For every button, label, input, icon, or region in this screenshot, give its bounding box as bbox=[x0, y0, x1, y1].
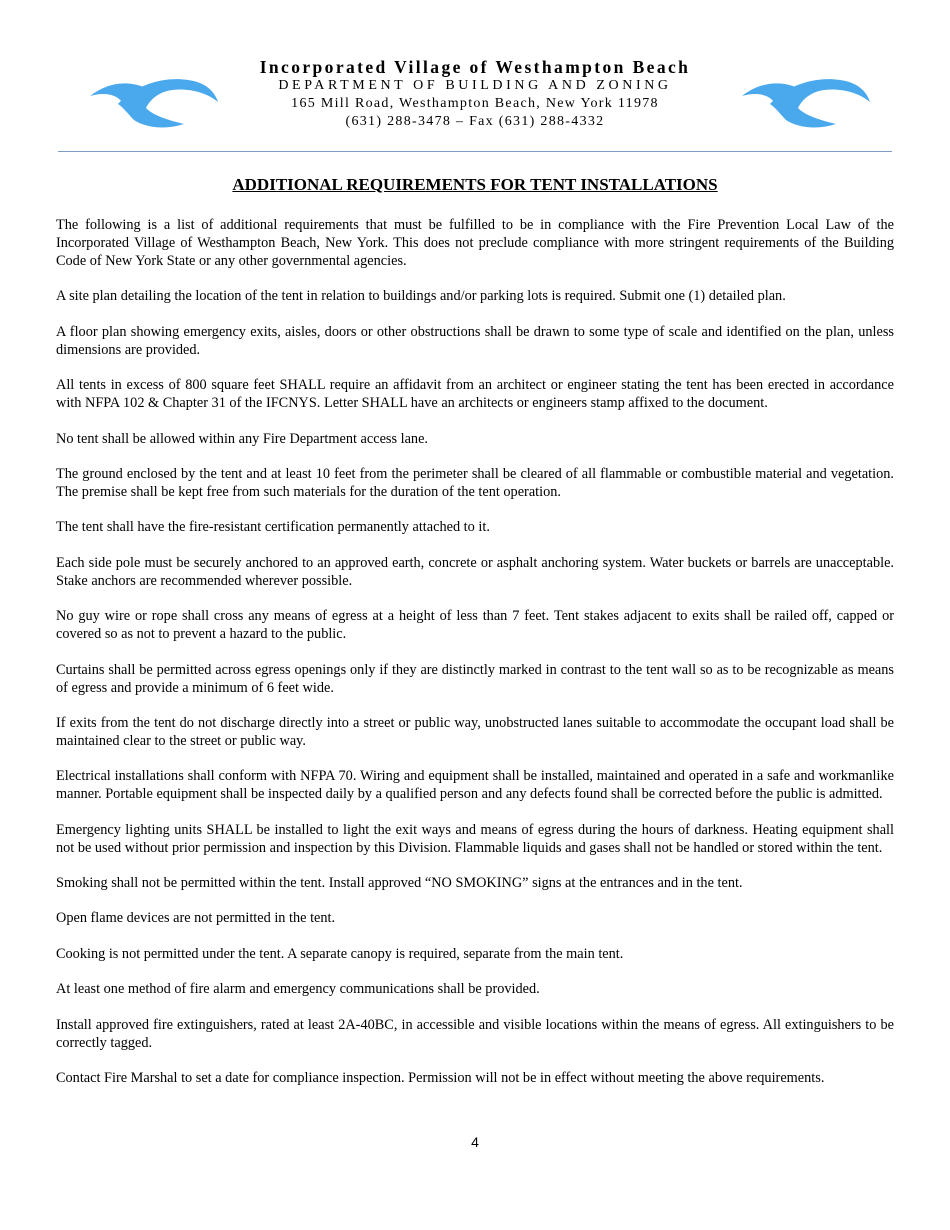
letterhead bbox=[0, 0, 950, 160]
letterhead-text bbox=[200, 57, 750, 131]
paragraph: Emergency lighting units SHALL be installed to light the exit ways and means of egress during the hours of darkness. Heating equipment shall not be used without prior permission and inspection by this Division. Flammable liquids and gases shall not be handled or stored within the tent. bbox=[56, 821, 894, 856]
address: 165 Mill Road, Westhampton Beach, New York 11978 bbox=[291, 96, 659, 111]
requirements-body bbox=[56, 216, 894, 1104]
paragraph: The ground enclosed by the tent and at least 10 feet from the perimeter shall be cleared of all flammable or combustible material and vegetation. The premise shall be kept free from such materials for the duration of the tent operation. bbox=[56, 465, 894, 500]
page-number: 4 bbox=[471, 1134, 479, 1150]
paragraph: No tent shall be allowed within any Fire Department access lane. bbox=[56, 430, 428, 447]
paragraph: At least one method of fire alarm and emergency communications shall be provided. bbox=[56, 981, 540, 998]
phone-fax: (631) 288-3478 – Fax (631) 288-4332 bbox=[345, 114, 605, 129]
paragraph: Smoking shall not be permitted within the tent. Install approved “NO SMOKING” signs at the entrances and in the tent. bbox=[56, 875, 743, 892]
bird-logo-icon bbox=[740, 72, 872, 130]
department-name: DEPARTMENT OF BUILDING AND ZONING bbox=[278, 78, 672, 93]
paragraph: The tent shall have the fire-resistant certification permanently attached to it. bbox=[56, 519, 490, 536]
paragraph: A site plan detailing the location of the tent in relation to buildings and/or parking lots is required. Submit one (1) detailed plan. bbox=[56, 288, 786, 305]
document-title: ADDITIONAL REQUIREMENTS FOR TENT INSTALLATIONS bbox=[232, 175, 718, 194]
paragraph: Open flame devices are not permitted in the tent. bbox=[56, 910, 336, 927]
paragraph: Install approved fire extinguishers, rated at least 2A-40BC, in accessible and visible locations within the means of egress. All extinguishers to be correctly tagged. bbox=[56, 1016, 894, 1051]
paragraph: A floor plan showing emergency exits, aisles, doors or other obstructions shall be drawn to some type of scale and identified on the plan, unless dimensions are provided. bbox=[56, 323, 894, 358]
paragraph: If exits from the tent do not discharge directly into a street or public way, unobstructed lanes suitable to accommodate the occupant load shall be maintained clear to the street or public way. bbox=[56, 714, 894, 749]
letterhead-divider bbox=[58, 151, 892, 152]
paragraph: Contact Fire Marshal to set a date for compliance inspection. Permission will not be in effect without meeting the above requirements. bbox=[56, 1070, 825, 1087]
paragraph: Each side pole must be securely anchored to an approved earth, concrete or asphalt anchoring system. Water buckets or barrels are unacceptable. Stake anchors are recommended wherever possible. bbox=[56, 554, 894, 589]
paragraph: Electrical installations shall conform with NFPA 70. Wiring and equipment shall be installed, maintained and operated in a safe and workmanlike manner. Portable equipment shall be inspected daily by a qualified person and any defects found shall be corrected before the public is admitted. bbox=[56, 768, 894, 803]
paragraph: Cooking is not permitted under the tent. A separate canopy is required, separate from the main tent. bbox=[56, 945, 624, 962]
village-name: Incorporated Village of Westhampton Beach bbox=[259, 57, 691, 77]
paragraph: No guy wire or rope shall cross any means of egress at a height of less than 7 feet. Tent stakes adjacent to exits shall be railed off, capped or covered so as not to prevent a hazard to the public. bbox=[56, 608, 894, 643]
paragraph: All tents in excess of 800 square feet SHALL require an affidavit from an architect or engineer stating the tent has been erected in accordance with NFPA 102 & Chapter 31 of the IFCNYS. Letter SHALL have an architects or engineers stamp affixed to the document. bbox=[56, 377, 894, 412]
paragraph: The following is a list of additional requirements that must be fulfilled to be in compliance with the Fire Prevention Local Law of the Incorporated Village of Westhampton Beach, New York. This does not preclude compliance with more stringent requirements of the Building Code of New York State or any other governmental agencies. bbox=[56, 217, 894, 269]
paragraph: Curtains shall be permitted across egress openings only if they are distinctly marked in contrast to the tent wall so as to be recognizable as means of egress and provide a minimum of 6 feet wide. bbox=[56, 661, 894, 696]
